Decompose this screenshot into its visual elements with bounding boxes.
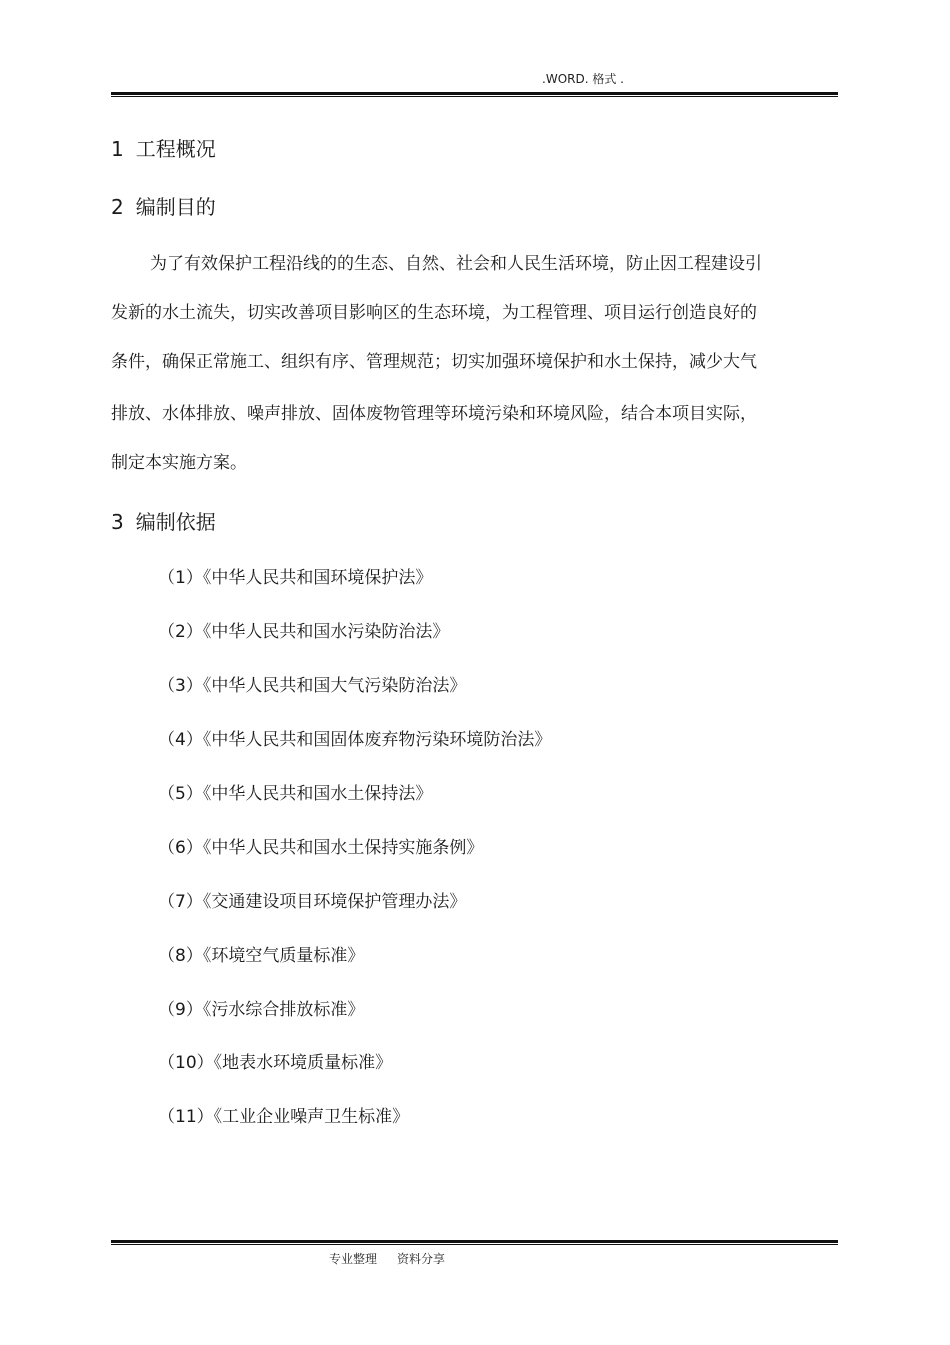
footer-left-text: 专业整理 xyxy=(329,1252,378,1266)
purpose-line: 排放、水体排放、噪声排放、固体废物管理等环境污染和环境风险，结合本项目实际， xyxy=(111,404,757,424)
purpose-line: 制定本实施方案。 xyxy=(111,453,247,473)
page-header-text: .WORD. 格式 . xyxy=(542,72,624,86)
footer-rule xyxy=(111,1240,838,1245)
section-number: 3 xyxy=(111,510,124,534)
footer-right-text: 资料分享 xyxy=(397,1252,446,1266)
reference-item: （6）《中华人民共和国水土保持实施条例》 xyxy=(158,838,484,858)
section-number: 1 xyxy=(111,137,124,161)
reference-item: （9）《污水综合排放标准》 xyxy=(158,1000,365,1020)
section-title: 编制目的 xyxy=(135,195,216,219)
section-title: 工程概况 xyxy=(135,137,216,161)
reference-item: （5）《中华人民共和国水土保持法》 xyxy=(158,784,433,804)
reference-item: （1）《中华人民共和国环境保护法》 xyxy=(158,568,433,588)
page-footer xyxy=(329,1251,445,1267)
reference-item: （7）《交通建设项目环境保护管理办法》 xyxy=(158,892,467,912)
reference-item: （8）《环境空气质量标准》 xyxy=(158,946,365,966)
purpose-line: 为了有效保护工程沿线的的生态、自然、社会和人民生活环境，防止因工程建设引 xyxy=(150,254,762,274)
section-title: 编制依据 xyxy=(135,510,216,534)
reference-item: （10）《地表水环境质量标准》 xyxy=(158,1053,393,1073)
section-number: 2 xyxy=(111,195,124,219)
reference-item: （4）《中华人民共和国固体废弃物污染环境防治法》 xyxy=(158,730,552,750)
section-heading-purpose xyxy=(111,193,216,221)
reference-item: （2）《中华人民共和国水污染防治法》 xyxy=(158,622,450,642)
section-heading-overview xyxy=(111,135,216,163)
header-rule xyxy=(111,92,838,97)
purpose-line: 发新的水土流失，切实改善项目影响区的生态环境，为工程管理、项目运行创造良好的 xyxy=(111,303,757,323)
reference-item: （11）《工业企业噪声卫生标准》 xyxy=(158,1107,410,1127)
purpose-line: 条件，确保正常施工、组织有序、管理规范；切实加强环境保护和水土保持，减少大气 xyxy=(111,352,757,372)
reference-item: （3）《中华人民共和国大气污染防治法》 xyxy=(158,676,467,696)
section-heading-basis xyxy=(111,508,216,536)
